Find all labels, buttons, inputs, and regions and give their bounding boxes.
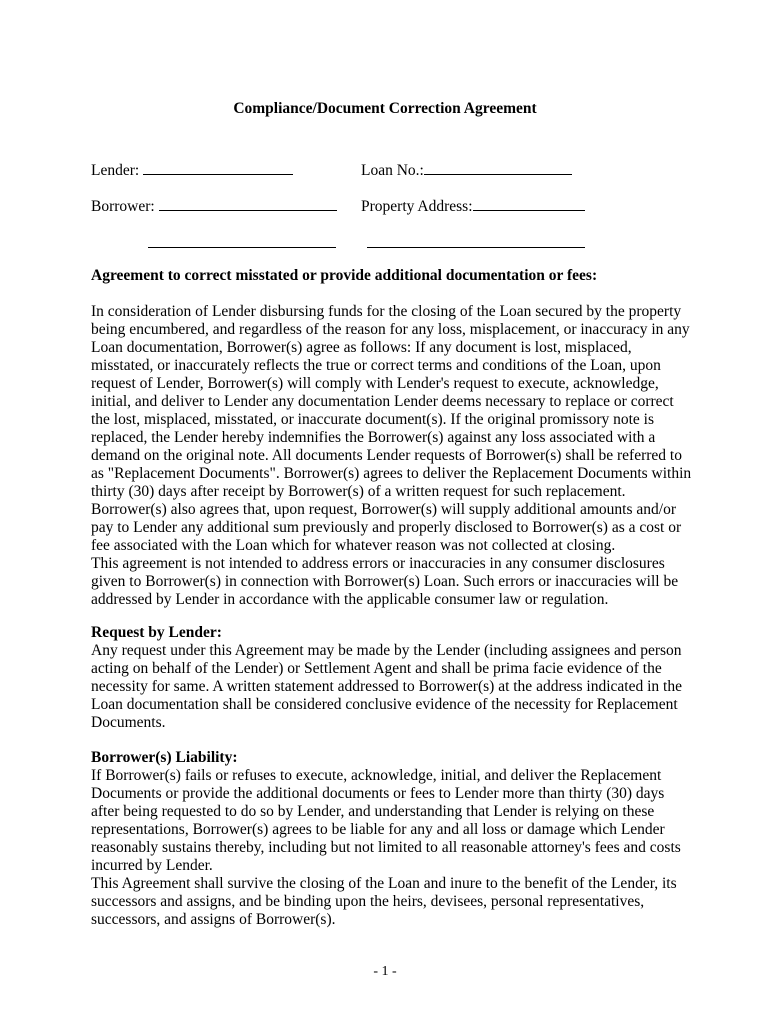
paragraph-line: Loan documentation shall be considered conclusive evidence of the necessity for Replacement [91,696,678,713]
borrower-field [91,196,337,216]
liability-heading: Borrower(s) Liability: [91,749,238,766]
agreement-heading: Agreement to correct misstated or provide additional documentation or fees: [91,267,598,284]
agreement-paragraph [91,303,691,609]
property-address-label: Property Address: [361,198,473,215]
paragraph-line: This Agreement shall survive the closing of the Loan and inure to the benefit of the Lender, its [91,875,677,892]
borrower-label: Borrower: [91,198,155,215]
paragraph-line: If Borrower(s) fails or refuses to execute, acknowledge, initial, and deliver the Replacement [91,767,662,784]
paragraph-line: request of Lender, Borrower(s) will comply with Lender's request to execute, acknowledge, [91,375,659,392]
lender-label: Lender: [91,162,140,179]
page-number: - 1 - [373,964,397,979]
paragraph-line: demand on the original note. All documents Lender requests of Borrower(s) shall be referred to [91,447,682,464]
paragraph-line: reasonably sustains thereby, including but not limited to all reasonable attorney's fees and costs [91,839,681,856]
request-paragraph [91,642,691,732]
borrower-extra-input[interactable] [148,246,336,248]
paragraph-line: Documents or provide the additional documents or fees to Lender more than thirty (30) days [91,785,665,802]
paragraph-line: Borrower(s) also agrees that, upon request, Borrower(s) will supply additional amounts and/or [91,501,676,518]
liability-paragraph [91,767,691,929]
paragraph-line: fee associated with the Loan which for whatever reason was not collected at closing. [91,537,616,554]
paragraph-line: replaced, the Lender hereby indemnifies the Borrower(s) against any loss associated with a [91,429,656,446]
paragraph-line: This agreement is not intended to address errors or inaccuracies in any consumer disclosures [91,555,665,572]
loan-no-input[interactable] [424,160,572,175]
loan-no-field [361,160,572,180]
paragraph-line: Loan documentation, Borrower(s) agree as follows: If any document is lost, misplaced, [91,339,632,356]
lender-input[interactable] [143,160,293,175]
paragraph-line: the lost, misplaced, misstated, or inaccurate document(s). If the original promissory note is [91,411,655,428]
paragraph-line: acting on behalf of the Lender) or Settlement Agent and shall be prima facie evidence of the [91,660,662,677]
document-title: Compliance/Document Correction Agreement [233,100,537,117]
paragraph-line: addressed by Lender in accordance with the applicable consumer law or regulation. [91,591,609,608]
property-address-extra-input[interactable] [367,246,585,248]
property-address-field [361,196,585,216]
paragraph-line: Any request under this Agreement may be made by the Lender (including assignees and person [91,642,682,659]
paragraph-line: after being requested to do so by Lender, and understanding that Lender is relying on these [91,803,655,820]
paragraph-line: pay to Lender any additional sum previously and properly disclosed to Borrower(s) as a cost or [91,519,682,536]
paragraph-line: as "Replacement Documents". Borrower(s) agrees to deliver the Replacement Documents within [91,465,692,482]
paragraph-line: necessity for same. A written statement addressed to Borrower(s) at the address indicated in the [91,678,682,695]
loan-no-label: Loan No.: [361,162,424,179]
paragraph-line: representations, Borrower(s) agrees to be liable for any and all loss or damage which Lender [91,821,665,838]
paragraph-line: given to Borrower(s) in connection with Borrower(s) Loan. Such errors or inaccuracies will be [91,573,679,590]
lender-field [91,160,293,180]
paragraph-line: In consideration of Lender disbursing funds for the closing of the Loan secured by the property [91,303,682,320]
paragraph-line: successors, and assigns of Borrower(s). [91,911,336,928]
request-heading: Request by Lender: [91,624,222,641]
borrower-input[interactable] [159,196,337,211]
paragraph-line: Documents. [91,714,166,731]
paragraph-line: being encumbered, and regardless of the reason for any loss, misplacement, or inaccuracy in any [91,321,690,338]
property-address-input[interactable] [473,196,585,211]
paragraph-line: incurred by Lender. [91,857,213,874]
paragraph-line: misstated, or inaccurately reflects the true or correct terms and conditions of the Loan, upon [91,357,661,374]
paragraph-line: thirty (30) days after receipt by Borrower(s) of a written request for such replacement. [91,483,626,500]
paragraph-line: initial, and deliver to Lender any documentation Lender deems necessary to replace or correct [91,393,674,410]
paragraph-line: successors and assigns, and be binding upon the heirs, devisees, personal representatives, [91,893,645,910]
